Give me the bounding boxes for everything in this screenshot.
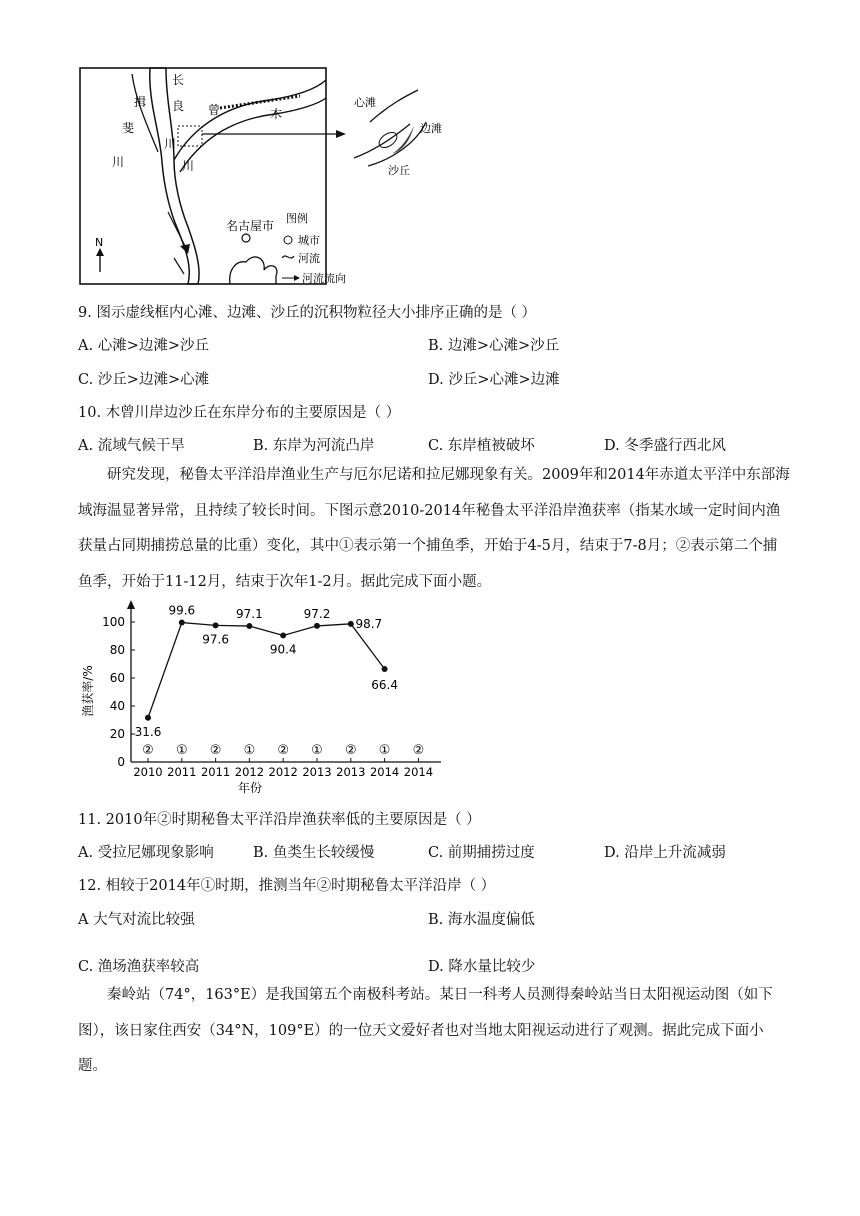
data-point: [213, 622, 219, 628]
q9-option-a[interactable]: A. 心滩>边滩>沙丘: [78, 338, 209, 354]
q11-option-d[interactable]: D. 沿岸上升流减弱: [604, 845, 726, 861]
q12-option-b[interactable]: B. 海水温度偏低: [428, 912, 535, 928]
legend-city: 城市: [298, 234, 320, 247]
data-point: [246, 623, 252, 629]
q10-option-c[interactable]: C. 东岸植被破坏: [428, 438, 535, 454]
season-label: ①: [175, 743, 188, 758]
map-label-jie: 揖: [134, 95, 147, 109]
x-tick-label: 2011: [167, 765, 197, 779]
legend-river-icon: [282, 256, 294, 258]
legend-title: 图例: [286, 212, 308, 225]
nagoya-city-marker: [242, 234, 250, 242]
x-tick-label: 2013: [336, 765, 366, 779]
season-label: ②: [209, 743, 222, 758]
passage-qinling-station: 秦岭站（74°，163°E）是我国第五个南极科考站。某日一科考人员测得秦岭站当日太阳视运动图（如下图），该日家住西安（34°N，109°E）的一位天文爱好者也对当地太阳视运动进行了观测。据此完成下面小题。: [78, 987, 773, 1074]
data-label: 97.6: [202, 632, 229, 647]
x-axis-label: 年份: [237, 781, 263, 795]
map-label-mu: 木: [270, 107, 283, 121]
pointer-arrowhead: [336, 130, 346, 138]
dashed-box: [178, 126, 202, 146]
question-11-stem: 11. 2010年②时期秘鲁太平洋沿岸渔获率低的主要原因是（ ）: [78, 812, 481, 828]
data-label: 98.7: [355, 616, 383, 631]
inset-label-xintan: 心滩: [354, 96, 376, 109]
map-label-city: 名古屋市: [226, 219, 275, 233]
question-10-stem: 10. 木曾川岸边沙丘在东岸分布的主要原因是（ ）: [78, 405, 401, 421]
map-label-liang: 良: [172, 99, 185, 113]
inset-label-shaqiu: 沙丘: [388, 164, 410, 177]
data-point: [348, 621, 354, 627]
flow-arrow-main: [168, 212, 186, 248]
y-axis-label: 渔获率/%: [81, 665, 95, 717]
map-label-chuan-left: 川: [112, 155, 125, 169]
river-map-figure: [70, 62, 490, 290]
data-label: 99.6: [168, 603, 196, 618]
x-tick-label: 2010: [133, 765, 163, 779]
season-label: ①: [378, 743, 391, 758]
x-tick-label: 2013: [302, 765, 332, 779]
x-tick-label: 2014: [369, 765, 400, 779]
bay-coast: [230, 257, 277, 284]
data-point: [314, 623, 320, 629]
data-label: 31.6: [134, 724, 162, 739]
data-point: [145, 715, 151, 721]
map-label-chang: 长: [172, 73, 185, 87]
legend-city-icon: [284, 236, 292, 244]
data-label: 97.1: [236, 607, 263, 622]
x-tick-label: 2012: [234, 765, 265, 779]
x-tick-label: 2014: [403, 765, 434, 779]
question-9-stem: 9. 图示虚线框内心滩、边滩、沙丘的沉积物粒径大小排序正确的是（ ）: [78, 305, 537, 321]
y-axis-arrowhead: [127, 600, 135, 609]
data-label: 90.4: [269, 642, 297, 657]
y-tick-label: 20: [109, 727, 125, 741]
flow-arrow-main-head: [180, 244, 190, 254]
y-tick-label: 0: [117, 755, 125, 769]
map-label-chuan-right: 川: [182, 159, 195, 173]
q10-option-d[interactable]: D. 冬季盛行西北风: [604, 438, 726, 454]
legend-flow: 河流流向: [302, 272, 346, 285]
season-label: ①: [243, 743, 256, 758]
season-label: ②: [142, 743, 154, 758]
season-label: ①: [311, 743, 323, 758]
q11-option-a[interactable]: A. 受拉尼娜现象影响: [78, 845, 214, 861]
river-bank-hatch: [220, 96, 300, 108]
season-label: ②: [277, 743, 290, 758]
q12-option-a[interactable]: A 大气对流比较强: [78, 912, 195, 928]
river-kiso: [174, 80, 326, 160]
fishing-rate-chart: [76, 592, 456, 802]
season-label: ②: [344, 743, 357, 758]
data-point: [382, 666, 388, 672]
q12-option-c[interactable]: C. 渔场渔获率较高: [78, 959, 200, 975]
inset-label-biantan: 边滩: [420, 122, 442, 135]
q11-option-c[interactable]: C. 前期捕捞过度: [428, 845, 535, 861]
flow-arrow-south: [174, 258, 184, 274]
north-arrow-head: [96, 248, 104, 256]
y-tick-label: 80: [109, 643, 125, 657]
legend-flow-arrowhead: [294, 275, 300, 281]
map-frame: [80, 68, 326, 284]
y-tick-label: 40: [109, 699, 125, 713]
q9-option-b[interactable]: B. 边滩>心滩>沙丘: [428, 338, 560, 354]
inset-river-bank-1: [370, 90, 418, 122]
q9-option-c[interactable]: C. 沙丘>边滩>心滩: [78, 372, 210, 388]
q12-option-d[interactable]: D. 降水量比较少: [428, 959, 536, 975]
season-label: ②: [412, 743, 425, 758]
inset-river-bank-2: [354, 124, 410, 158]
series-line: [148, 623, 385, 718]
q10-option-a[interactable]: A. 流域气候干旱: [78, 438, 185, 454]
map-label-zeng: 曾: [208, 103, 221, 117]
data-point: [280, 632, 286, 638]
y-tick-label: 60: [109, 671, 125, 685]
legend-river: 河流: [298, 252, 320, 265]
data-point: [179, 620, 185, 626]
question-12-stem: 12. 相较于2014年①时期，推测当年②时期秘鲁太平洋沿岸（ ）: [78, 878, 496, 894]
map-label-fei: 斐: [122, 121, 135, 135]
q9-option-d[interactable]: D. 沙丘>心滩>边滩: [428, 372, 560, 388]
x-tick-label: 2012: [268, 765, 298, 779]
data-label: 97.2: [303, 606, 331, 621]
passage-fishery: 研究发现，秘鲁太平洋沿岸渔业生产与厄尔尼诺和拉尼娜现象有关。2009年和2014年赤道太平洋中东部海域海温显著异常，且持续了较长时间。下图示意2010-2014年秘鲁太平洋沿岸渔获率（指某水域一定时间内渔获量占同期捕捞总量的比重）变化，其中①表示第一个捕鱼季，开始于4-5月，结束于7-8月；②表示第二个捕鱼季，开始于11-12月，结束于次年1-2月。据此完成下面小题。: [78, 467, 790, 590]
map-label-chuan-mid: 川: [164, 137, 177, 151]
x-tick-label: 2011: [200, 765, 231, 779]
q11-option-b[interactable]: B. 鱼类生长较缓慢: [253, 845, 375, 861]
map-label-north: N: [95, 236, 104, 249]
y-tick-label: 100: [102, 615, 125, 629]
q10-option-b[interactable]: B. 东岸为河流凸岸: [253, 438, 375, 454]
data-label: 66.4: [371, 678, 398, 693]
inset-river-bank-3: [368, 122, 426, 166]
